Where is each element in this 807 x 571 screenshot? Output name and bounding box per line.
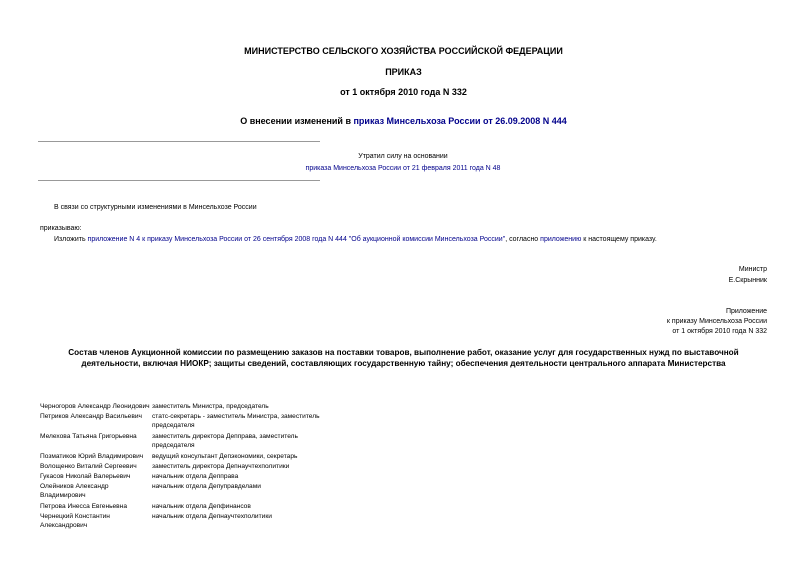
subject-prefix: О внесении изменений в <box>240 116 354 126</box>
member-name: Петриков Александр Васильевич <box>40 413 142 420</box>
member-role: заместитель директора Депправа, заместитель председателя <box>152 433 298 449</box>
appendix-ref-2: от 1 октября 2010 года N 332 <box>672 328 767 335</box>
member-name: Мелехова Татьяна Григорьевна <box>40 433 137 440</box>
appendix-4-link[interactable]: приложение N 4 к приказу Минсельхоза России от 26 сентября 2008 года N 444 "Об аукционной комиссии Минсельхоза России" <box>87 236 506 243</box>
status-bottom-rule <box>38 180 320 181</box>
subject-link[interactable]: приказ Минсельхоза России от 26.09.2008 N 444 <box>353 116 567 126</box>
member-role: ведущий консультант Депэкономики, секретарь <box>152 453 298 460</box>
member-role: начальник отдела Депфинансов <box>152 503 251 510</box>
member-role: статс-секретарь - заместитель Министра, заместитель председателя <box>152 413 320 429</box>
document-type: ПРИКАЗ <box>385 67 422 77</box>
preamble: В связи со структурными изменениями в Минсельхозе России <box>54 204 257 211</box>
member-role: начальник отдела Депнаучтехполитики <box>152 513 272 520</box>
member-role: начальник отдела Депуправделами <box>152 483 261 490</box>
member-name: Олейников Александр Владимирович <box>40 483 109 499</box>
instruction-prefix: Изложить <box>54 236 88 243</box>
order-word: приказываю: <box>40 225 82 232</box>
signature-name: Е.Скрынник <box>728 277 767 284</box>
member-name: Волощенко Виталий Сергеевич <box>40 463 137 470</box>
member-name: Позматиков Юрий Владимирович <box>40 453 144 460</box>
member-name: Черногоров Александр Леонидович <box>40 403 150 410</box>
status-line: Утратил силу на основании <box>358 153 448 160</box>
signature-position: Министр <box>738 266 767 273</box>
member-name: Гукасов Николай Валерьевич <box>40 473 131 480</box>
member-role: заместитель Министра, председатель <box>152 403 269 410</box>
status-top-rule <box>38 141 320 142</box>
instruction-suffix: к настоящему приказу. <box>581 236 657 243</box>
ministry-title: МИНИСТЕРСТВО СЕЛЬСКОГО ХОЗЯЙСТВА РОССИЙСКОЙ ФЕДЕРАЦИИ <box>244 46 563 56</box>
appendix-ref-1: к приказу Минсельхоза России <box>666 318 767 325</box>
instruction <box>54 236 657 243</box>
document-date-number: от 1 октября 2010 года N 332 <box>340 87 467 97</box>
status-repeal-link[interactable]: приказа Минсельхоза России от 21 февраля 2011 года N 48 <box>305 165 501 172</box>
appendix-title-line-2: деятельности, включая НИОКР; защиты сведений, составляющих государственную тайну; обеспечения деятельности центрального аппарата Министерства <box>81 359 726 368</box>
appendix-link[interactable]: приложению <box>540 236 582 243</box>
member-role: заместитель директора Депнаучтехполитики <box>152 463 290 470</box>
appendix-title-line-1: Состав членов Аукционной комиссии по размещению заказов на поставки товаров, выполнение работ, оказание услуг для государственных нужд по выставочной <box>68 348 739 357</box>
appendix-label: Приложение <box>725 308 767 315</box>
member-role: начальник отдела Депправа <box>152 473 239 480</box>
document-subject <box>0 116 807 126</box>
instruction-middle: , согласно <box>505 236 541 243</box>
member-name: Петрова Инесса Евгеньевна <box>40 503 127 510</box>
member-name: Чернецкий Константин Александрович <box>40 513 110 529</box>
